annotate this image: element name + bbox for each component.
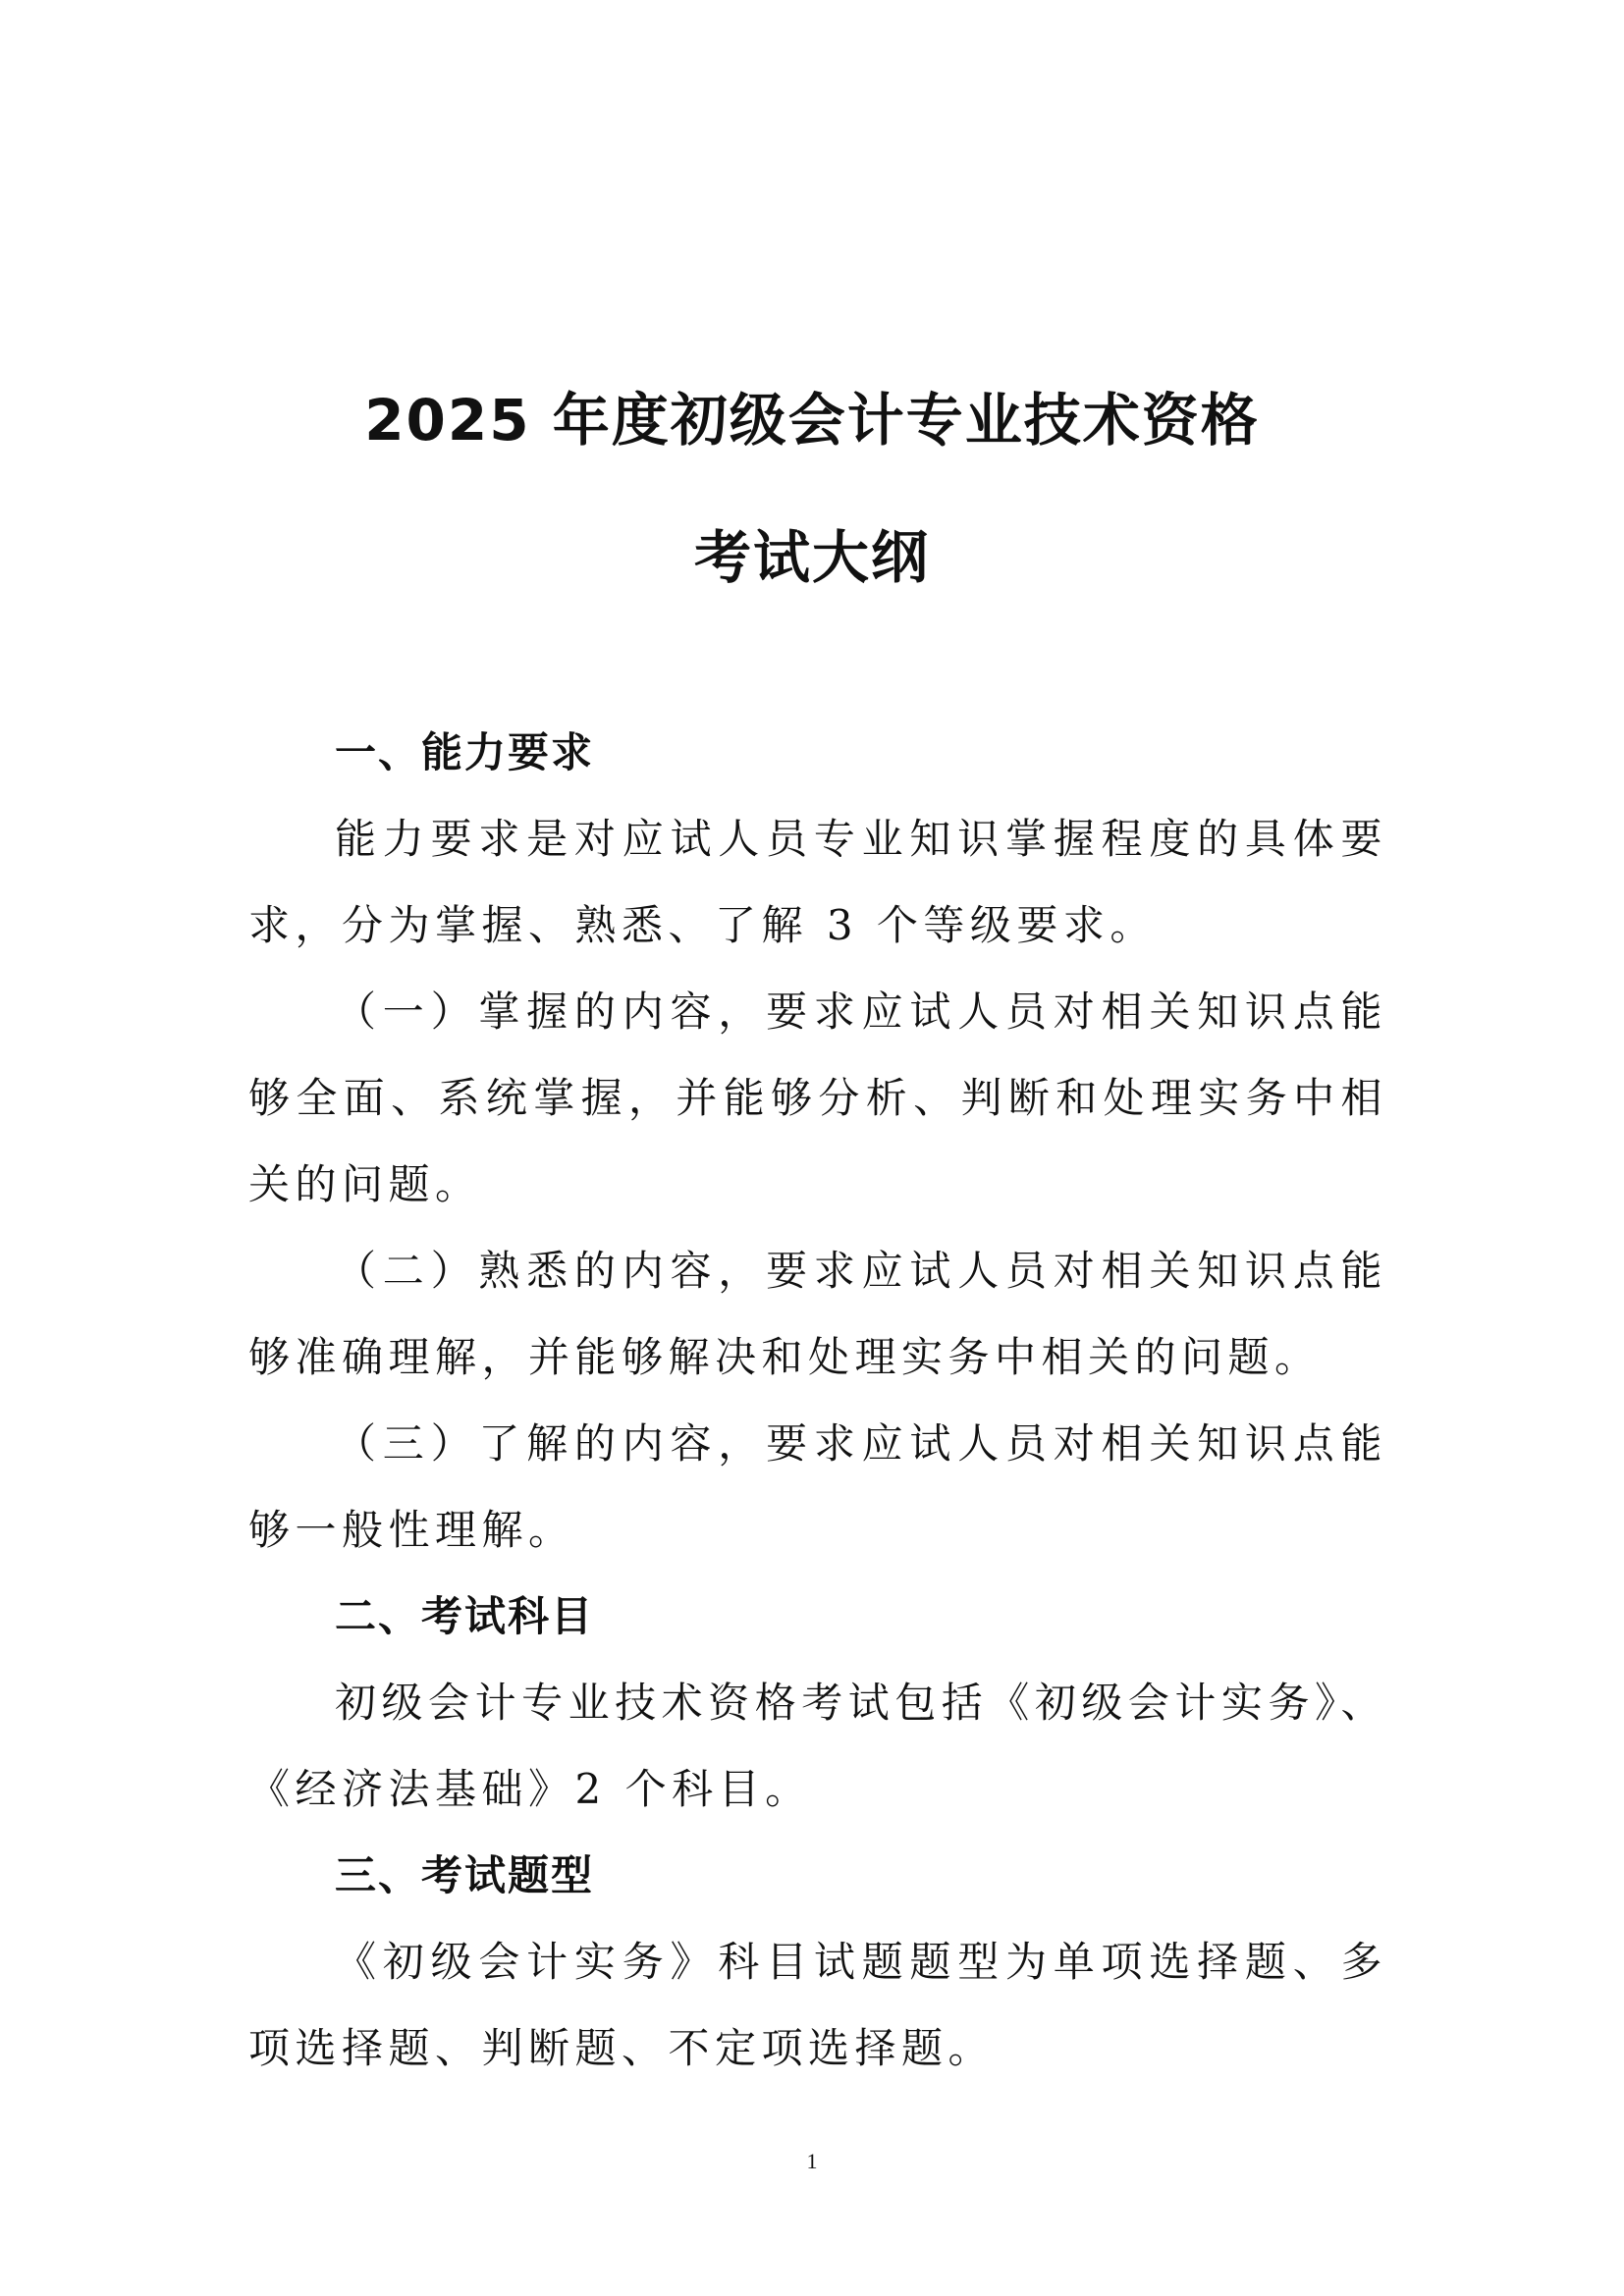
- document-body: [248, 710, 1387, 2092]
- document-title-line2: 考试大纲: [693, 524, 930, 591]
- section-heading-question-types: 三、考试题型: [335, 1851, 595, 1899]
- page-number: 1: [806, 2149, 818, 2173]
- section-heading-ability: 一、能力要求: [335, 728, 595, 776]
- paragraph: 《初级会计实务》科目试题题型为单项选择题、多项选择题、判断题、不定项选择题。: [248, 1938, 1387, 2072]
- paragraph: （三）了解的内容，要求应试人员对相关知识点能够一般性理解。: [248, 1419, 1387, 1554]
- section-heading-subjects: 二、考试科目: [335, 1592, 595, 1640]
- paragraph: （一）掌握的内容，要求应试人员对相关知识点能够全面、系统掌握，并能够分析、判断和处理实务中相关的问题。: [248, 988, 1387, 1208]
- paragraph: 初级会计专业技术资格考试包括《初级会计实务》、《经济法基础》2 个科目。: [248, 1679, 1387, 1813]
- document-title-line1: 2025 年度初级会计专业技术资格: [364, 387, 1260, 454]
- paragraph: 能力要求是对应试人员专业知识掌握程度的具体要求，分为掌握、熟悉、了解 3 个等级要求。: [248, 815, 1387, 949]
- paragraph: （二）熟悉的内容，要求应试人员对相关知识点能够准确理解，并能够解决和处理实务中相关的问题。: [248, 1247, 1387, 1381]
